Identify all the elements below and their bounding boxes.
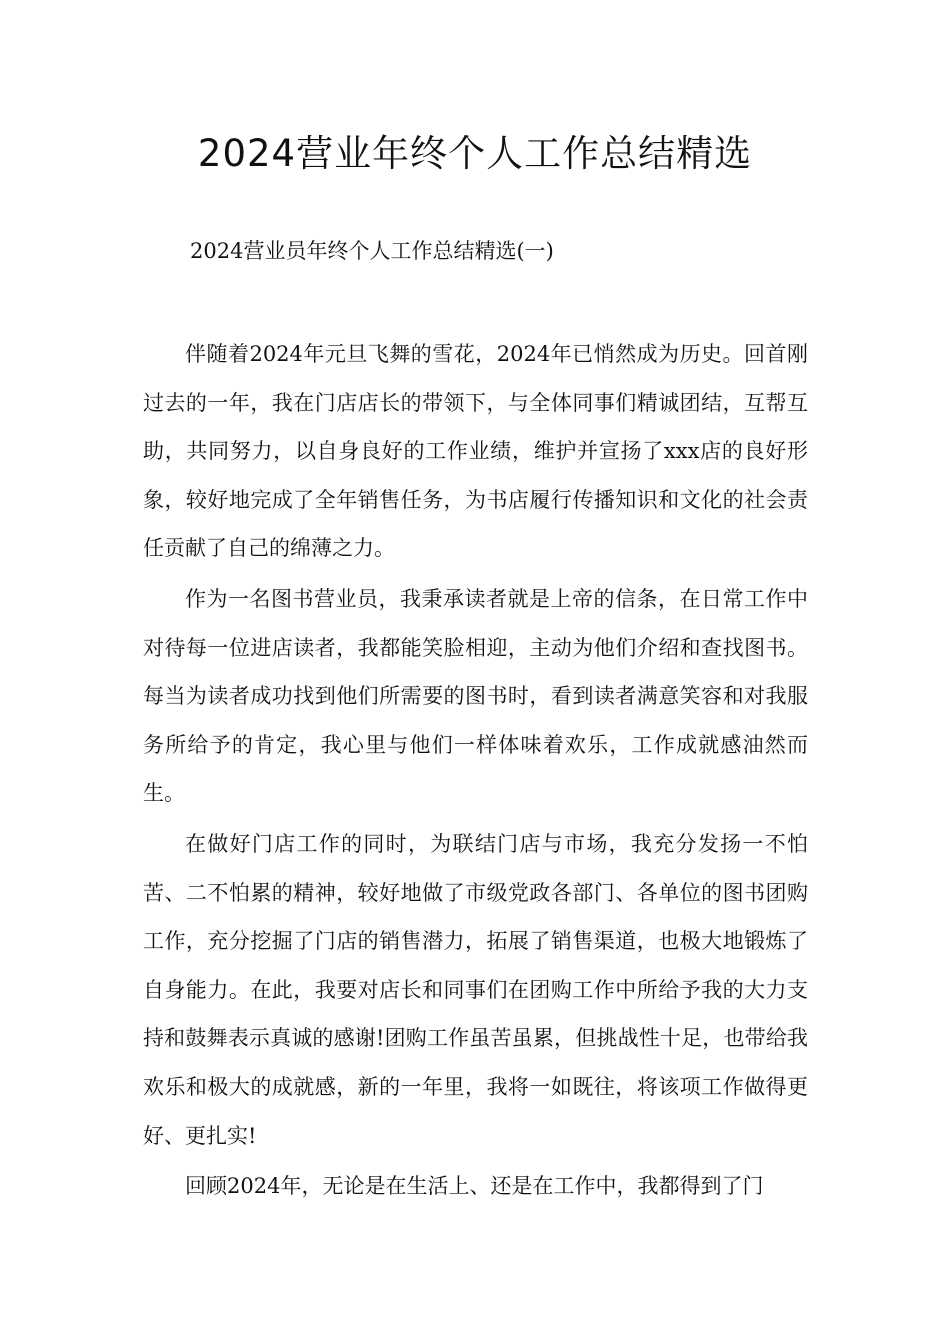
paragraph-3: 在做好门店工作的同时，为联结门店与市场，我充分发扬一不怕苦、二不怕累的精神，较好地做了市级党政各部门、各单位的图书团购工作，充分挖掘了门店的销售潜力，拓展了销售渠道，也极大地锻炼了自身能力。在此，我要对店长和同事们在团购工作中所给予我的大力支持和鼓舞表示真诚的感谢!团购工作虽苦虽累，但挑战性十足，也带给我欢乐和极大的成就感，新的一年里，我将一如既往，将该项工作做得更好、更扎实! <box>143 831 808 1148</box>
document-body <box>143 330 808 1213</box>
paragraph-1: 伴随着2024年元旦飞舞的雪花，2024年已悄然成为历史。回首刚过去的一年，我在门店店长的带领下，与全体同事们精诚团结，互帮互助，共同努力，以自身良好的工作业绩，维护并宣扬了xxx店的良好形象，较好地完成了全年销售任务，为书店履行传播知识和文化的社会责任贡献了自己的绵薄之力。 <box>143 342 808 561</box>
document-title: 2024营业年终个人工作总结精选 <box>197 132 753 175</box>
paragraph-2: 作为一名图书营业员，我秉承读者就是上帝的信条，在日常工作中对待每一位进店读者，我都能笑脸相迎，主动为他们介绍和查找图书。每当为读者成功找到他们所需要的图书时，看到读者满意笑容和对我服务所给予的肯定，我心里与他们一样体味着欢乐，工作成就感油然而生。 <box>143 586 808 806</box>
document-subtitle: 2024营业员年终个人工作总结精选(一) <box>190 239 554 263</box>
paragraph-4: 回顾2024年，无论是在生活上、还是在工作中，我都得到了门 <box>185 1174 764 1199</box>
